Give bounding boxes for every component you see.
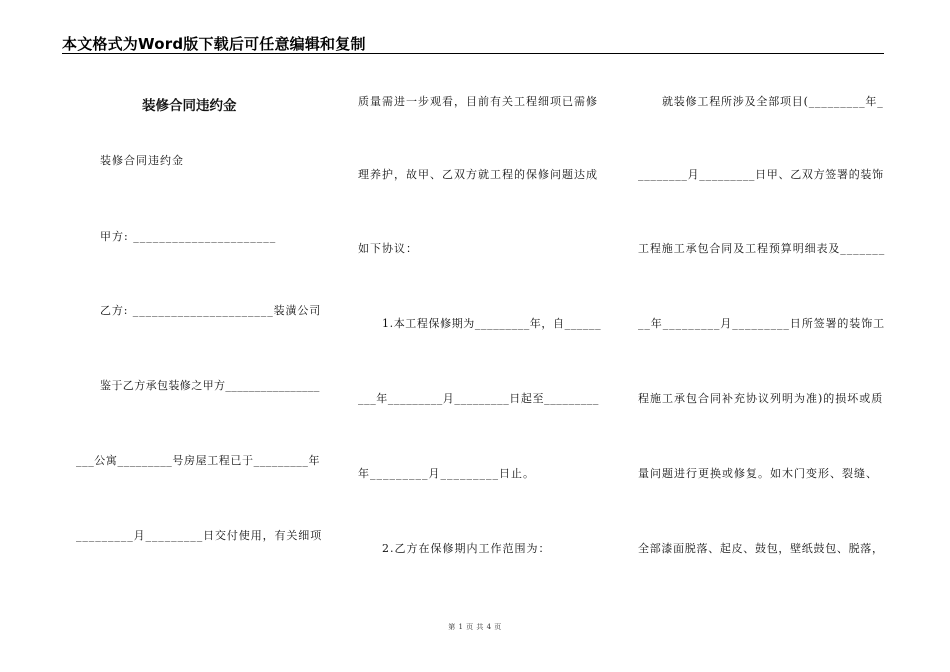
text-line: 量问题进行更换或修复。如木门变形、裂缝、 <box>638 467 878 480</box>
text-line: 质量需进一步观看，目前有关工程细项已需修 <box>358 95 598 108</box>
column-3 <box>620 0 885 672</box>
text-line: 装修合同违约金 <box>100 154 184 167</box>
text-line: 2.乙方在保修期内工作范围为： <box>382 542 551 555</box>
text-line: 年_________月_________日止。 <box>358 467 535 480</box>
text-line: 鉴于乙方承包装修之甲方________________ <box>100 379 320 392</box>
banner-title: 本文格式为Word版下载后可任意编辑和复制 <box>62 35 366 53</box>
text-line: 工程施工承包合同及工程预算明细表及_______ <box>638 242 886 255</box>
text-line: 如下协议： <box>358 242 418 255</box>
text-line: _________月_________日交付使用，有关细项 <box>76 529 323 542</box>
text-line: 甲方: ______________________ <box>100 230 277 243</box>
text-line: 理养护，故甲、乙双方就工程的保修问题达成 <box>358 168 598 181</box>
document-title: 装修合同违约金 <box>142 98 237 114</box>
text-line: 就装修工程所涉及全部项目(_________年_ <box>662 95 884 108</box>
text-line: ________月_________日甲、乙双方签署的装饰 <box>638 168 884 181</box>
text-line: 1.本工程保修期为_________年，自______ <box>382 317 602 330</box>
page-footer: 第 1 页 共 4 页 <box>448 623 502 631</box>
text-line: ___公寓_________号房屋工程已于_________年 <box>76 454 321 467</box>
text-line: 程施工承包合同补充协议列明为准)的损坏或质 <box>638 392 884 405</box>
column-1 <box>62 0 322 672</box>
text-line: 全部漆面脱落、起皮、鼓包，壁纸鼓包、脱落， <box>638 542 884 555</box>
column-2 <box>340 0 602 672</box>
text-line: 乙方: ______________________装潢公司 <box>100 304 322 317</box>
text-line: __年_________月_________日所签署的装饰工 <box>638 317 885 330</box>
text-line: ___年_________月_________日起至_________ <box>358 392 599 405</box>
